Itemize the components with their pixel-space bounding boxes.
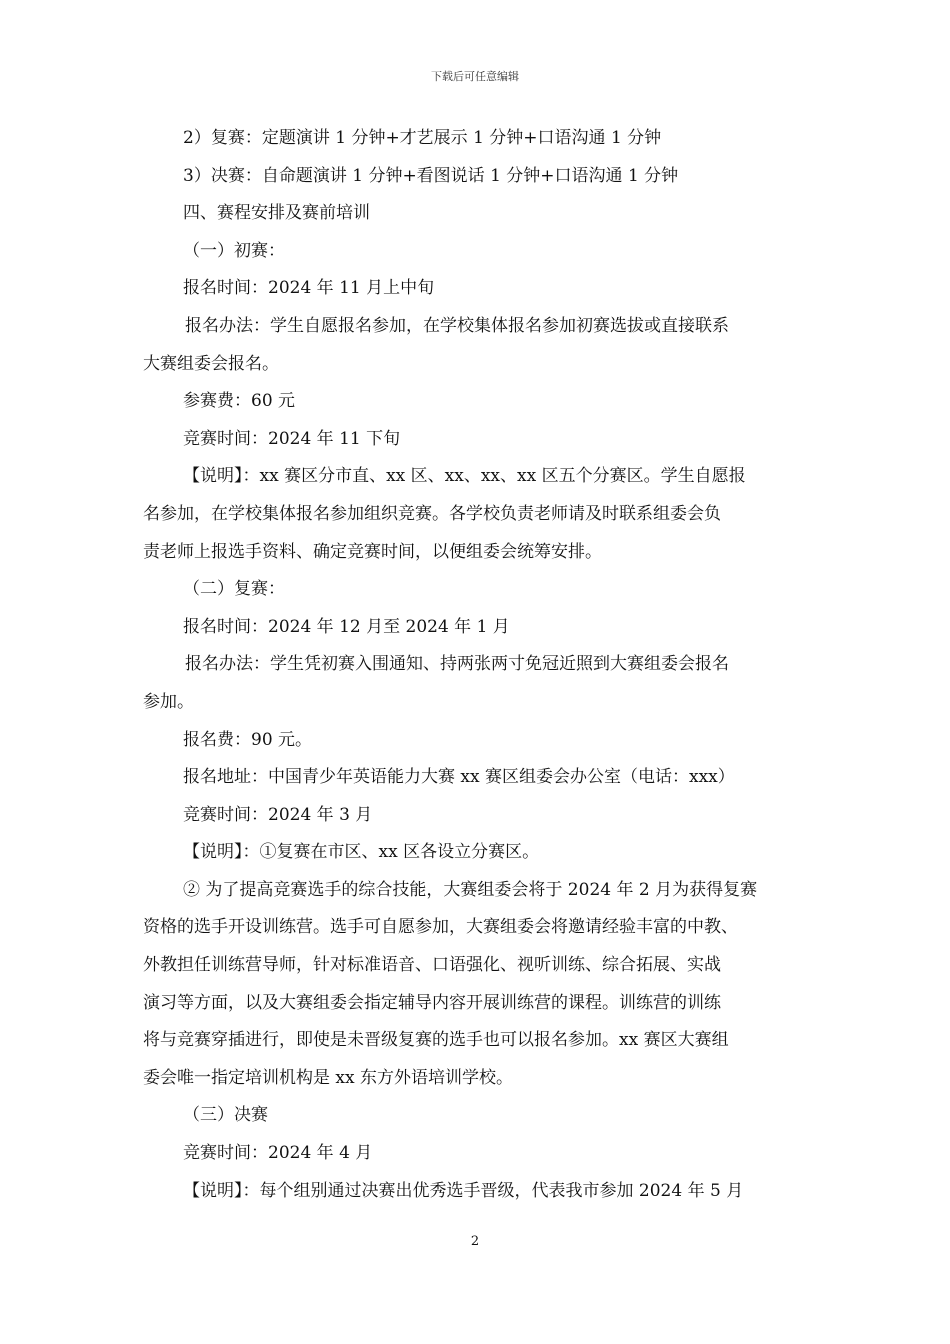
paragraph-line: 竞赛时间：2024 年 3 月 <box>183 804 373 825</box>
paragraph-line: 报名地址：中国青少年英语能力大赛 xx 赛区组委会办公室（电话：xxx） <box>183 767 735 788</box>
paragraph-line: 【说明】：xx 赛区分市直、xx 区、xx、xx、xx 区五个分赛区。学生自愿报 <box>183 466 746 487</box>
paragraph-line: 报名办法：学生自愿报名参加，在学校集体报名参加初赛选拔或直接联系 <box>185 315 729 336</box>
paragraph-line: ② 为了提高竞赛选手的综合技能，大赛组委会将于 2024 年 2 月为获得复赛 <box>183 879 758 900</box>
paragraph-line: 报名时间：2024 年 12 月至 2024 年 1 月 <box>183 616 510 637</box>
paragraph-line: 资格的选手开设训练营。选手可自愿参加，大赛组委会将邀请经验丰富的中教、 <box>143 917 738 938</box>
paragraph-line: 竞赛时间：2024 年 4 月 <box>183 1143 373 1164</box>
paragraph-line: 报名时间：2024 年 11 月上中旬 <box>183 278 435 299</box>
paragraph-line: 将与竞赛穿插进行，即使是未晋级复赛的选手也可以报名参加。xx 赛区大赛组 <box>143 1030 729 1051</box>
paragraph-line: 名参加，在学校集体报名参加组织竞赛。各学校负责老师请及时联系组委会负 <box>143 503 721 524</box>
subsection-heading: （三）决赛 <box>183 1105 268 1126</box>
paragraph-line: 【说明】：每个组别通过决赛出优秀选手晋级，代表我市参加 2024 年 5 月 <box>183 1180 744 1201</box>
paragraph-line: 责老师上报选手资料、确定竞赛时间，以便组委会统筹安排。 <box>143 541 602 562</box>
paragraph-line: 报名费：90 元。 <box>183 729 313 750</box>
document-body <box>143 120 823 1210</box>
paragraph-line: 演习等方面，以及大赛组委会指定辅导内容开展训练营的课程。训练营的训练 <box>143 992 721 1013</box>
subsection-heading: （二）复赛： <box>183 579 285 600</box>
paragraph-line: 委会唯一指定培训机构是 xx 东方外语培训学校。 <box>143 1067 513 1088</box>
paragraph-line: 3）决赛：自命题演讲 1 分钟+看图说话 1 分钟+口语沟通 1 分钟 <box>183 165 679 186</box>
paragraph-line: 外教担任训练营导师，针对标准语音、口语强化、视听训练、综合拓展、实战 <box>143 955 721 976</box>
page-number: 2 <box>470 1234 480 1249</box>
subsection-heading: （一）初赛： <box>183 240 285 261</box>
paragraph-line: 大赛组委会报名。 <box>143 353 279 374</box>
page-header: 下载后可任意编辑 <box>431 70 519 83</box>
paragraph-line: 【说明】：①复赛在市区、xx 区各设立分赛区。 <box>183 842 540 863</box>
paragraph-line: 2）复赛：定题演讲 1 分钟+才艺展示 1 分钟+口语沟通 1 分钟 <box>183 128 662 148</box>
paragraph-line: 报名办法：学生凭初赛入围通知、持两张两寸免冠近照到大赛组委会报名 <box>185 654 729 675</box>
paragraph-line: 参加。 <box>143 691 194 712</box>
section-heading: 四、赛程安排及赛前培训 <box>183 203 370 224</box>
paragraph-line: 参赛费：60 元 <box>183 391 296 412</box>
paragraph-line: 竞赛时间：2024 年 11 下旬 <box>183 428 401 449</box>
